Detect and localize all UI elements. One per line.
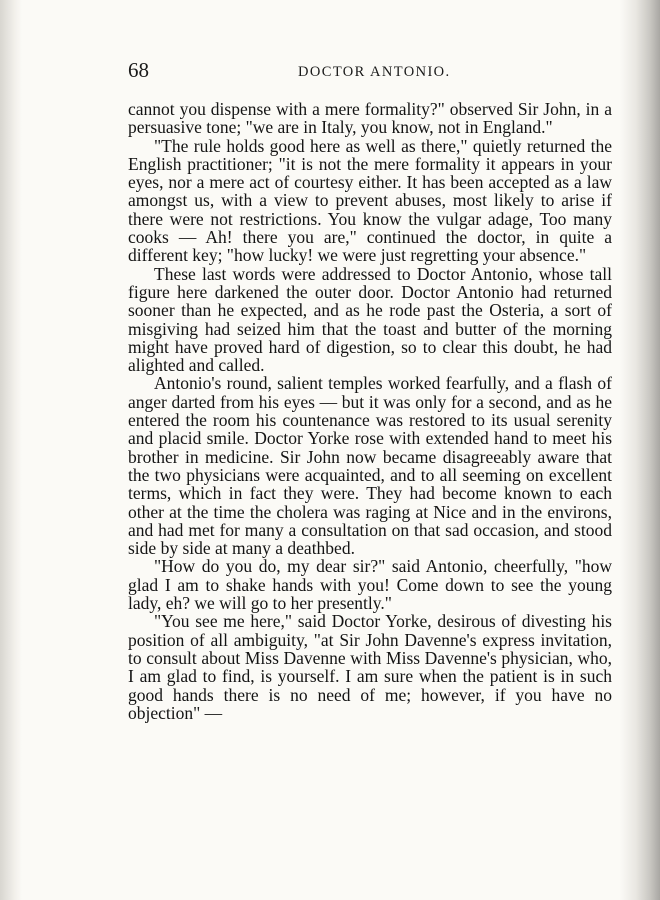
paragraph: Antonio's round, salient temples worked fearfully, and a flash of anger darted from his eyes — but it was only for a second, and as he entered the room his countenance was restored to its usual serenity and placid smile. Doctor Yorke rose with extended hand to meet his brother in medicine. Sir John now became disagreeably aware that the two physicians were acquainted, and to all seeming on excellent terms, which in fact they were. They had become known to each other at the time the cholera was raging at Nice and in the environs, and had met for many a consultation on that sad occasion, and stood side by side at many a deathbed. <box>128 373 612 559</box>
page-number: 68 <box>128 58 149 82</box>
paragraph-continuation: cannot you dispense with a mere formality?" observed Sir John, in a persuasive tone; "we are in Italy, you know, not in England." <box>128 99 612 138</box>
body-text <box>128 100 612 722</box>
gutter-shadow <box>0 0 22 900</box>
paragraph: "The rule holds good here as well as there," quietly returned the English practitioner; "it is not the mere formality it appears in your eyes, nor a mere act of courtesy either. It has been accepted as a law amongst us, with a view to prevent abuses, most likely to arise if there were not restrictions. You know the vulgar adage, Too many cooks — Ah! there you are," continued the doctor, in quite a different key; "how lucky! we were just regretting your absence." <box>128 135 612 266</box>
paragraph: "You see me here," said Doctor Yorke, desirous of divesting his position of all ambiguity, "at Sir John Davenne's express invitation, to consult about Miss Davenne with Miss Davenne's physician, who, I am glad to find, is yourself. I am sure when the patient is in such good hands there is no need of me; however, if you have no objection" — <box>128 611 612 723</box>
paragraph: These last words were addressed to Doctor Antonio, whose tall figure here darkened the outer door. Doctor Antonio had returned sooner than he expected, and as he rode past the Osteria, a sort of misgiving had seized him that the toast and butter of the morning might have proved hard of digestion, so to clear this doubt, he had alighted and called. <box>128 263 612 376</box>
running-title: DOCTOR ANTONIO. <box>298 64 451 80</box>
running-header <box>128 58 612 88</box>
paragraph: "How do you do, my dear sir?" said Antonio, cheerfully, "how glad I am to shake hands with you! Come down to see the young lady, eh? we will go to her presently." <box>128 556 612 614</box>
page-edge-shadow <box>620 0 660 900</box>
